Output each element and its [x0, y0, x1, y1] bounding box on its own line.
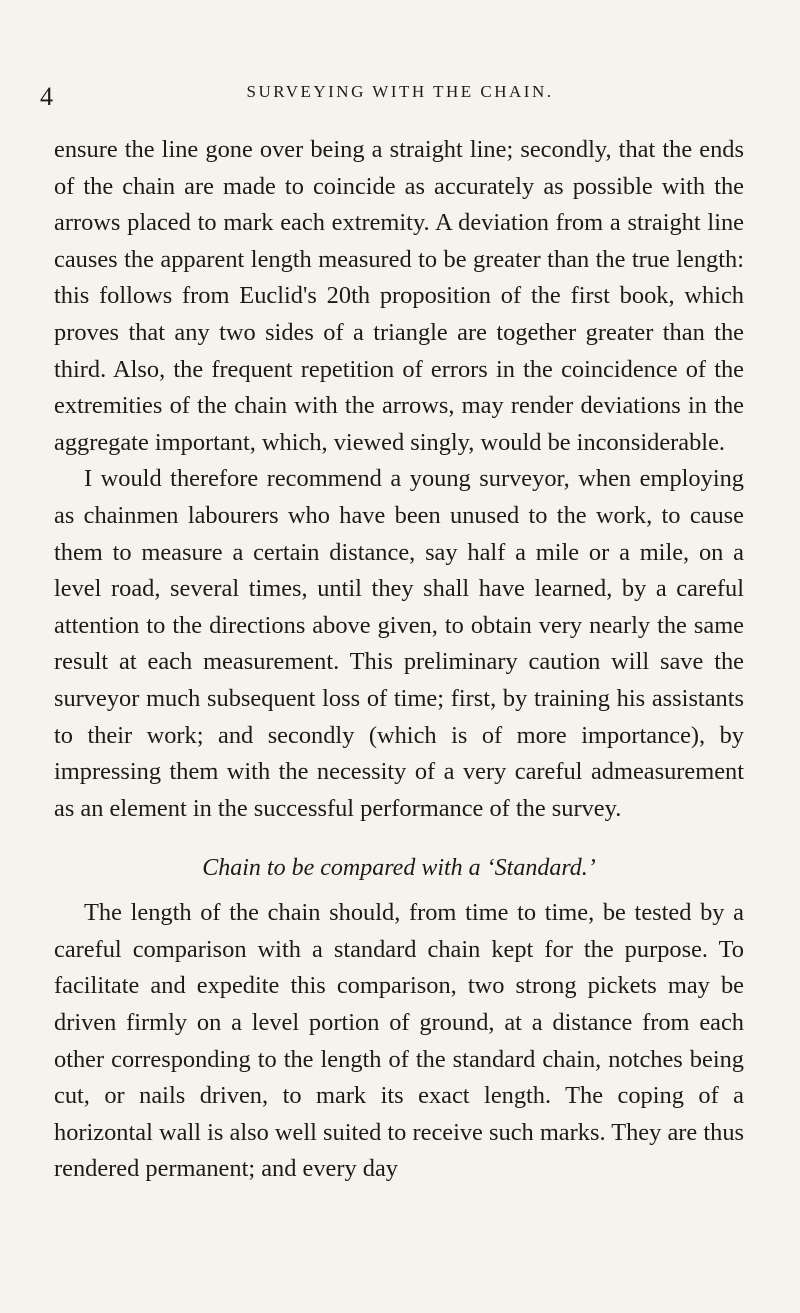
section-heading: Chain to be compared with a ‘Standard.’ [202, 855, 596, 882]
page-number: 4 [40, 82, 53, 111]
paragraph-continued: ensure the line gone over being a straight line; secondly, that the ends of the chain are made to coincide as accurately as possible with the arrows placed to mark each extremity. A deviation from a straight line causes the apparent length measured to be greater than the true length: this follows from Euclid's 20th proposition of the first book, which proves that any two sides of a triangle are together greater than the third. Also, the frequent repetition of errors in the coincidence of the extremities of the chain with the arrows, may render deviations in the aggregate important, which, viewed singly, would be inconsiderable. [54, 136, 744, 456]
paragraph-standard-chain: The length of the chain should, from time to time, be tested by a careful comparison with a standard chain kept for the purpose. To facilitate and expedite this comparison, two strong pickets may be driven firmly on a level portion of ground, at a distance from each other corresponding to the length of the standard chain, notches being cut, or nails driven, to mark its exact length. The coping of a horizontal wall is also well suited to receive such marks. They are thus rendered permanent; and every day [54, 899, 744, 1183]
running-title: SURVEYING WITH THE CHAIN. [246, 82, 554, 101]
page-body [54, 132, 744, 1188]
running-head [40, 82, 760, 112]
paragraph-recommendation: I would therefore recommend a young surveyor, when employing as chainmen labourers who have been unused to the work, to cause them to measure a certain distance, say half a mile or a mile, on a level road, several times, until they shall have learned, by a careful attention to the directions above given, to obtain very nearly the same result at each measurement. This preliminary caution will save the surveyor much subsequent loss of time; first, by training his assistants to their work; and secondly (which is of more importance), by impressing them with the necessity of a very careful admeasurement as an element in the successful performance of the survey. [54, 465, 744, 822]
